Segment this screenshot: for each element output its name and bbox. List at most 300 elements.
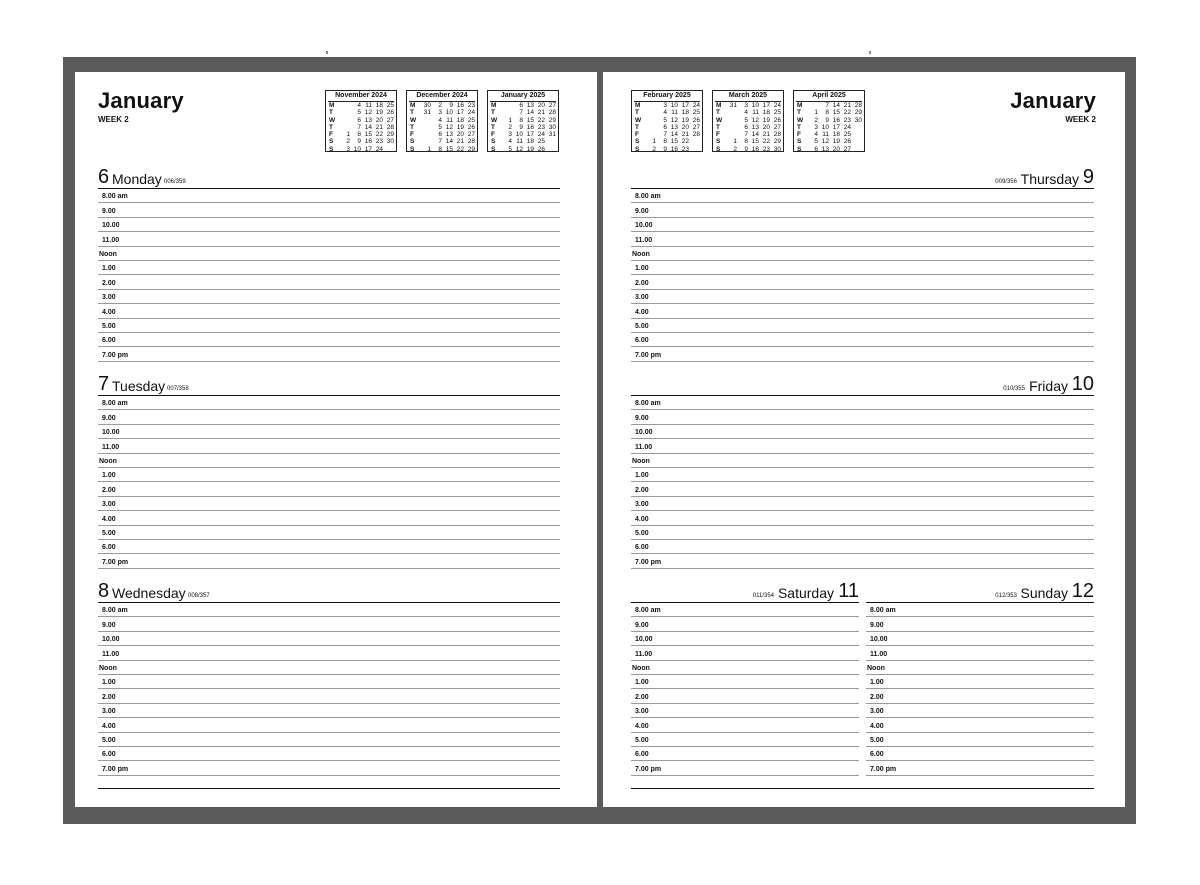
mini-calendar-row [420,146,475,153]
day-number: 11 [838,580,859,602]
mini-calendar-date: 16 [670,145,678,153]
time-slot[interactable] [631,425,1094,439]
time-label: 6.00 [635,337,649,345]
mini-calendar-date: 24 [843,123,851,131]
mini-calendar-date: 16 [832,116,840,124]
mini-calendar-date: 12 [670,116,678,124]
mini-calendar-row [807,124,862,131]
time-label: Noon [632,664,650,672]
time-slots [98,396,560,569]
time-label: 2.00 [102,693,116,701]
mini-calendar-date: 11 [822,131,829,139]
day-name: Saturday [777,585,834,601]
time-slot[interactable] [98,203,560,217]
time-slot[interactable] [98,347,560,361]
time-slot[interactable] [631,733,859,747]
mini-calendar-date: 13 [821,145,829,153]
time-slot[interactable] [866,675,1094,689]
time-slot[interactable] [98,540,560,554]
time-slot[interactable] [98,733,560,747]
mini-calendar-date: 15 [526,116,534,124]
time-label: 9.00 [102,414,116,422]
week-label: WEEK 2 [98,115,129,124]
mini-calendar-date: 5 [663,116,667,124]
time-slot[interactable] [866,632,1094,646]
time-slot[interactable] [631,304,1094,318]
mini-calendar-date [339,124,350,131]
mini-calendar-date: 30 [548,123,556,131]
time-label: 11.00 [635,443,653,451]
time-slots [631,189,1094,362]
mini-calendar-date: 18 [526,138,534,146]
mini-calendar-date: 20 [375,116,383,124]
time-slot[interactable] [98,704,560,718]
mini-calendar-row [339,124,394,131]
time-slot[interactable] [631,526,1094,540]
time-slot[interactable] [98,482,560,496]
time-slot[interactable] [631,540,1094,554]
time-slot[interactable] [98,468,560,482]
time-label: 7.00 pm [102,765,129,773]
time-slot[interactable] [631,632,859,646]
mini-calendar-row [501,131,556,138]
day-letter: T [410,123,414,131]
time-slot[interactable] [866,704,1094,718]
time-label: 1.00 [870,679,884,687]
mini-calendar-date: 13 [751,123,759,131]
mini-calendar-row [501,102,556,109]
time-label: 5.00 [102,529,116,537]
time-slot[interactable] [98,396,560,410]
mini-calendar-date: 4 [438,116,442,124]
mini-calendar-date: 31 [548,131,556,139]
day-header [866,578,1094,602]
time-label: 3.00 [102,708,116,716]
mini-calendar-date: 25 [773,109,781,117]
mini-calendar-row [645,124,700,131]
mini-calendar-date [645,131,656,138]
time-label: 1.00 [635,265,649,273]
mini-calendar-date: 28 [854,102,862,109]
time-slot[interactable] [98,526,560,540]
time-slot[interactable] [631,203,1094,217]
time-slot[interactable] [866,761,1094,775]
time-label: 6.00 [635,751,649,759]
time-slot[interactable] [631,603,859,617]
mini-calendar-date: 15 [751,138,759,146]
day-letter: F [491,131,495,139]
day-letter: F [635,131,639,139]
mini-calendar-date: 16 [751,145,759,153]
time-label: Noon [99,457,117,465]
mini-calendar-date: 24 [537,131,545,139]
time-slot[interactable] [98,675,560,689]
time-label: 5.00 [635,529,649,537]
time-slot[interactable] [631,333,1094,347]
mini-calendar-row [501,138,556,145]
mini-calendar-january-2025 [487,90,559,152]
day-letter: T [491,109,495,117]
time-slot[interactable] [98,632,560,646]
time-slot[interactable] [631,747,859,761]
time-slot[interactable] [98,218,560,232]
time-slot[interactable] [631,718,859,732]
mini-calendar-date: 17 [364,145,372,153]
time-slot[interactable] [631,554,1094,568]
mini-calendar-row [339,138,394,145]
time-slot[interactable] [631,275,1094,289]
time-slot[interactable] [631,410,1094,424]
mini-calendar-date: 10 [751,102,759,109]
time-slot[interactable] [631,497,1094,511]
mini-calendar-date: 10 [353,145,361,153]
time-slot[interactable] [631,396,1094,410]
mini-calendar-date: 7 [663,131,667,139]
mini-calendar-date: 18 [681,109,689,117]
time-slot[interactable] [98,617,560,631]
mini-calendar-date: 10 [821,123,829,131]
time-label: 4.00 [102,308,116,316]
time-label: 9.00 [635,621,649,629]
mini-calendar-day-letters [410,102,418,153]
mini-calendar-date: 3 [744,102,748,109]
time-slot[interactable] [98,511,560,525]
day-letter: S [635,145,640,153]
mini-calendar-date: 30 [854,116,862,124]
diary-frame [63,57,1136,824]
mini-calendar-date: 30 [423,102,431,109]
time-slot[interactable] [98,304,560,318]
day-letter: M [797,102,803,109]
mini-calendar-date: 6 [814,145,818,153]
mini-calendar-date: 11 [516,138,523,146]
mini-calendar-date: 25 [692,109,700,117]
mini-calendar-date: 30 [773,145,781,153]
mini-calendar-date: 21 [762,131,770,139]
day-letter: T [329,109,333,117]
mini-calendar-date: 16 [526,123,534,131]
time-label: 8.00 am [102,607,128,615]
mini-calendar-date: 13 [364,116,372,124]
mini-calendar-date: 24 [375,145,383,153]
day-number: 12 [1071,580,1094,602]
mini-calendar-date: 18 [456,116,464,124]
mini-calendar-row [726,138,781,145]
day-number: 6 [98,166,110,188]
time-slot[interactable] [98,718,560,732]
day-letter: W [635,116,642,124]
time-slot[interactable] [98,689,560,703]
time-label: 9.00 [870,621,884,629]
mini-calendar-date: 22 [456,145,464,153]
time-slot[interactable] [631,439,1094,453]
mini-calendar-date: 27 [843,145,851,153]
time-slot[interactable] [98,747,560,761]
mini-calendar-date: 13 [670,123,678,131]
day-letter: S [797,138,802,146]
day-letter: F [797,131,801,139]
time-slot[interactable] [631,247,1094,261]
mini-calendar-date: 19 [832,138,840,146]
day-letter: T [716,123,720,131]
time-label: 4.00 [635,515,649,523]
mini-calendar-date: 6 [519,102,523,109]
mini-calendar-date: 25 [537,138,545,146]
time-slot[interactable] [98,410,560,424]
month-title: January [1010,88,1096,113]
mini-calendar-date: 12 [364,109,372,117]
mini-calendar-date: 26 [692,116,700,124]
mini-calendar-date: 1 [814,109,818,117]
mini-calendar-date: 8 [519,116,523,124]
time-slot[interactable] [866,617,1094,631]
mini-calendar-date: 31 [423,109,431,117]
time-slot[interactable] [631,617,859,631]
mini-calendar-row [339,102,394,109]
time-slot[interactable] [631,290,1094,304]
time-slot[interactable] [631,689,859,703]
time-slot[interactable] [631,468,1094,482]
day-header [631,164,1094,188]
mini-calendar-date: 23 [762,145,770,153]
time-label: 1.00 [102,472,116,480]
time-slot[interactable] [98,646,560,660]
time-slot[interactable] [631,646,859,660]
day-letter: S [635,138,640,146]
time-label: 1.00 [635,472,649,480]
day-header [631,371,1094,395]
time-label: 4.00 [870,722,884,730]
day-of-year-count: 009/356 [995,179,1017,185]
day-of-year-count: 011/354 [752,593,774,599]
day-header [631,578,859,602]
day-letter: W [716,116,723,124]
mini-calendar-date: 15 [445,145,453,153]
mini-calendar-date: 12 [751,116,759,124]
time-slot[interactable] [98,439,560,453]
mini-calendar-date [545,146,556,153]
time-slot[interactable] [98,603,560,617]
day-number: 9 [1082,166,1094,188]
time-label: Noon [867,664,885,672]
mini-calendar-date: 8 [438,145,442,153]
time-slot[interactable] [98,319,560,333]
mini-calendar-date [420,117,431,124]
time-label: 10.00 [635,429,653,437]
mini-calendar-date: 28 [386,123,394,131]
time-slot[interactable] [631,232,1094,246]
day-letter: F [410,131,414,139]
mini-calendar-date [807,102,818,109]
time-label: 4.00 [102,515,116,523]
mini-calendar-date [339,102,350,109]
time-slot[interactable] [98,761,560,775]
time-slot[interactable] [631,482,1094,496]
day-letter: M [635,102,641,109]
mini-calendar-date: 19 [456,123,464,131]
time-slot[interactable] [98,497,560,511]
time-label: 8.00 am [102,193,128,201]
mini-calendar-date: 29 [386,131,394,139]
mini-calendar-row [807,102,862,109]
time-slot[interactable] [631,319,1094,333]
mini-calendar-date: 24 [773,102,781,109]
time-slots [631,396,1094,569]
mini-calendar-date [851,138,862,145]
time-label: 10.00 [102,429,120,437]
mini-calendar-date [420,131,431,138]
day-name: Wednesday [112,585,186,601]
time-slot[interactable] [98,247,560,261]
day-name: Friday [1029,378,1068,394]
time-label: Noon [632,457,650,465]
mini-calendar-date: 22 [681,138,689,146]
mini-calendar-row [726,124,781,131]
time-slot[interactable] [866,689,1094,703]
mini-calendar-grid [420,102,475,153]
mini-calendar-date: 29 [467,145,475,153]
mini-calendar-date: 7 [519,109,523,117]
day-letter: T [329,123,333,131]
time-label: 9.00 [635,414,649,422]
mini-calendar-title: January 2025 [500,92,546,99]
time-label: 6.00 [870,751,884,759]
mini-calendar-date: 12 [515,145,523,153]
time-slot[interactable] [98,290,560,304]
day-of-year-count: 006/359 [164,179,186,185]
mini-calendar-date: 18 [762,109,770,117]
mini-calendar-date: 17 [526,131,534,139]
mini-calendar-date: 9 [744,145,748,153]
mini-calendar-date: 1 [733,138,737,146]
time-slot[interactable] [98,189,560,203]
day-letter: M [491,102,497,109]
time-slot[interactable] [631,454,1094,468]
mini-calendar-date: 11 [752,109,759,117]
time-slot[interactable] [866,646,1094,660]
time-slot[interactable] [98,661,560,675]
time-label: 11.00 [635,650,653,658]
mini-calendar-date: 13 [526,102,534,109]
mini-calendar-date: 2 [438,102,442,109]
time-label: 1.00 [102,679,116,687]
mini-calendar-row [807,138,862,145]
mini-calendar-date: 4 [814,131,818,139]
mini-calendar-date: 26 [537,145,545,153]
time-label: 8.00 am [635,193,661,201]
mini-calendar-row [420,131,475,138]
time-slot[interactable] [631,261,1094,275]
time-slot[interactable] [866,718,1094,732]
time-slot[interactable] [866,747,1094,761]
mini-calendar-date: 6 [744,123,748,131]
mini-calendar-row [645,109,700,116]
mini-calendar-date: 14 [832,102,840,109]
day-name: Thursday [1020,171,1079,187]
time-slot[interactable] [866,603,1094,617]
mini-calendar-date: 6 [357,116,361,124]
time-slot[interactable] [631,761,859,775]
time-label: 3.00 [635,501,649,509]
time-label: 4.00 [102,722,116,730]
time-label: 2.00 [870,693,884,701]
mini-calendar-date: 20 [456,131,464,139]
mini-calendar-date: 17 [681,102,689,109]
time-label: 9.00 [102,621,116,629]
time-slot[interactable] [98,454,560,468]
mini-calendar-date: 20 [681,123,689,131]
time-slot[interactable] [631,511,1094,525]
time-label: 5.00 [870,736,884,744]
time-label: 5.00 [635,736,649,744]
time-slot[interactable] [866,661,1094,675]
time-slots [866,603,1094,776]
time-slot[interactable] [631,218,1094,232]
day-letter: S [716,138,721,146]
mini-calendar-date [420,138,431,145]
mini-calendar-date: 15 [364,131,372,139]
time-slot[interactable] [98,554,560,568]
mini-calendar-row [339,109,394,116]
time-label: 7.00 pm [635,351,662,359]
time-label: 10.00 [635,636,653,644]
day-header [98,371,560,395]
mini-calendar-date: 24 [692,102,700,109]
time-label: 8.00 am [635,607,661,615]
time-label: 1.00 [102,265,116,273]
mini-calendar-date: 25 [843,131,851,139]
mini-calendar-date: 28 [692,131,700,139]
time-slot[interactable] [631,347,1094,361]
time-slot[interactable] [98,275,560,289]
time-slot[interactable] [866,733,1094,747]
time-slot[interactable] [98,261,560,275]
time-slot[interactable] [98,232,560,246]
time-slot[interactable] [631,661,859,675]
mini-calendar-date: 21 [456,138,464,146]
mini-calendar-date: 26 [467,123,475,131]
day-letter: T [491,123,495,131]
time-slots [98,603,560,776]
time-slot[interactable] [98,333,560,347]
time-label: 8.00 am [102,400,128,408]
mini-calendar-date: 11 [365,102,372,109]
page-bottom-rule [98,788,560,789]
mini-calendar-date: 19 [681,116,689,124]
time-slot[interactable] [631,704,859,718]
mini-calendar-date: 3 [346,145,350,153]
day-number: 8 [98,580,110,602]
day-of-year-count: 012/353 [995,593,1017,599]
mini-calendar-date: 10 [445,109,453,117]
mini-calendar-date [851,131,862,138]
mini-calendar-date: 1 [652,138,656,146]
mini-calendar-date: 26 [843,138,851,146]
mini-calendar-date: 23 [537,123,545,131]
day-header [98,164,560,188]
time-slot[interactable] [98,425,560,439]
time-label: 10.00 [870,636,888,644]
mini-calendar-title: February 2025 [643,92,691,99]
mini-calendar-date: 16 [456,102,464,109]
time-slot[interactable] [631,189,1094,203]
mini-calendar-date: 15 [832,109,840,117]
mini-calendar-date [851,124,862,131]
day-name: Sunday [1020,585,1068,601]
time-slot[interactable] [631,675,859,689]
mini-calendar-date: 9 [663,145,667,153]
time-label: 2.00 [635,486,649,494]
